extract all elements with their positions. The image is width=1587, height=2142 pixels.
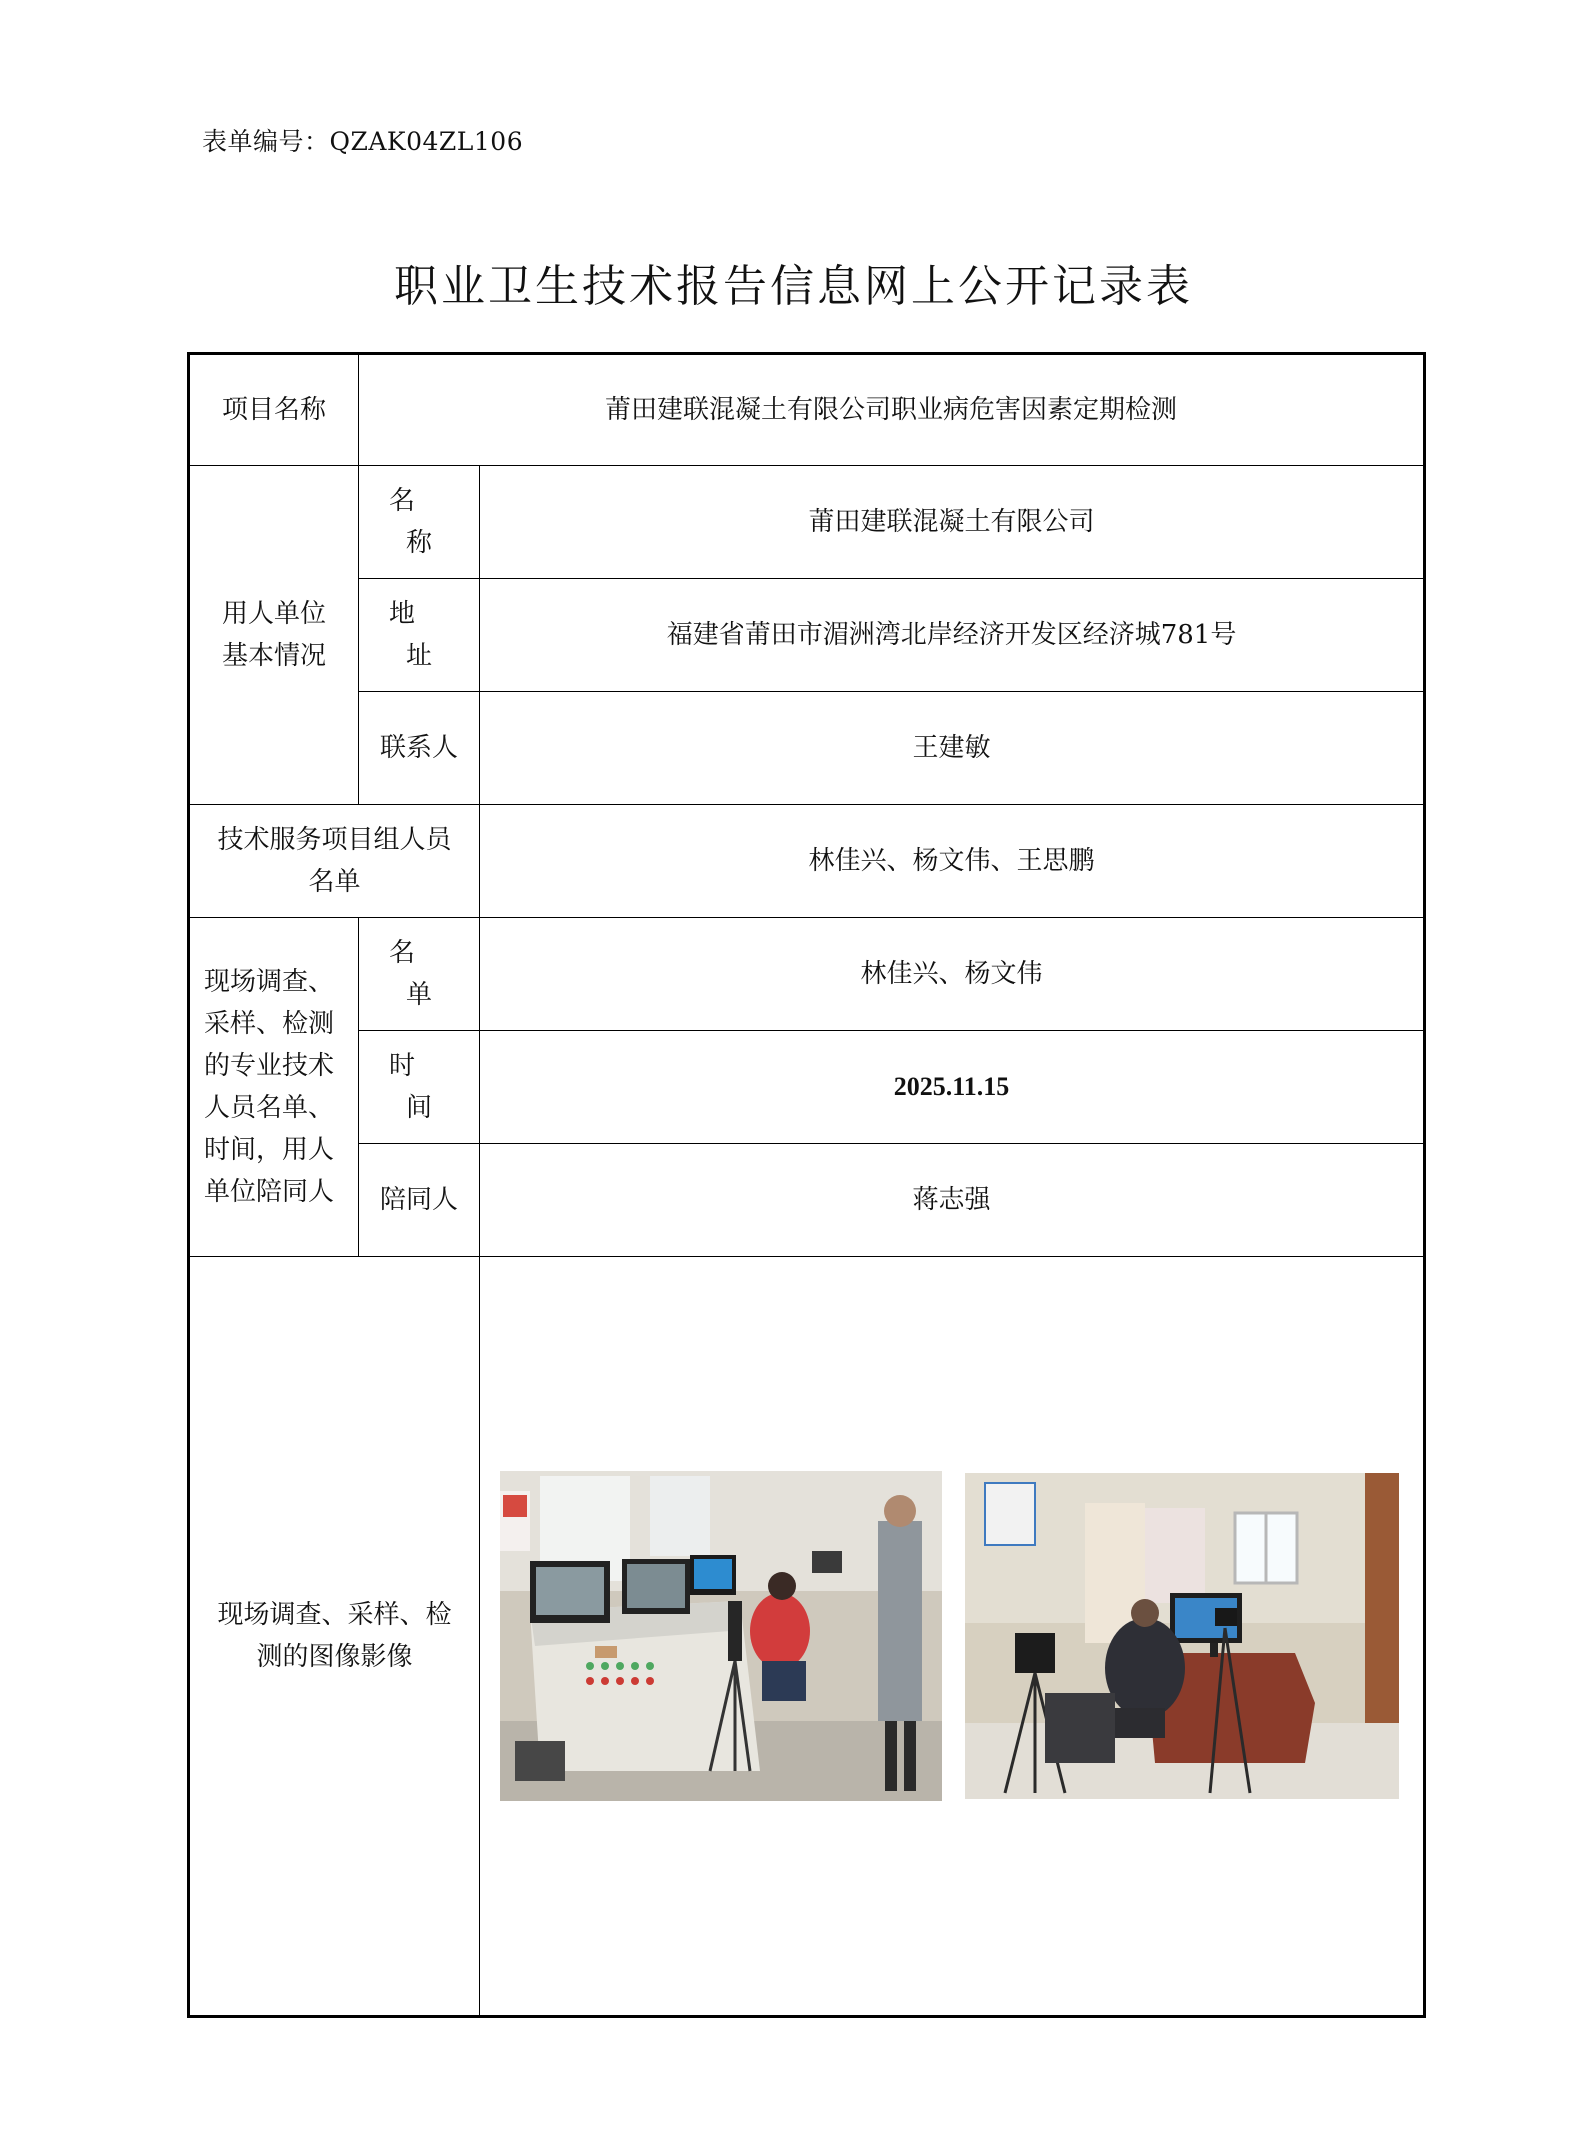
survey-names-label xyxy=(359,918,480,1031)
project-name-value: 莆田建联混凝土有限公司职业病危害因素定期检测 xyxy=(359,354,1425,466)
site-photo-office-image xyxy=(965,1473,1399,1799)
row-survey-time xyxy=(189,1031,1425,1144)
images-label-line: 现场调查、采样、检 xyxy=(217,1600,452,1630)
employer-name-label xyxy=(359,466,480,579)
survey-names-label-text: 名单 xyxy=(388,938,466,1010)
document-title: 职业卫生技术报告信息网上公开记录表 xyxy=(394,261,1193,312)
employer-address-value: 福建省莆田市湄洲湾北岸经济开发区经济城781号 xyxy=(480,579,1425,692)
survey-group-label xyxy=(189,918,359,1257)
employer-group-label-line: 基本情况 xyxy=(221,641,326,671)
survey-group-label-line: 时间，用人 xyxy=(204,1135,335,1165)
form-number: 表单编号：QZAK04ZL106 xyxy=(202,127,524,156)
employer-group-label xyxy=(189,466,359,805)
images-cell xyxy=(480,1257,1425,2017)
row-employer-name xyxy=(189,466,1425,579)
row-survey-escort xyxy=(189,1144,1425,1257)
survey-group-label-line: 单位陪同人 xyxy=(204,1177,335,1207)
row-employer-address xyxy=(189,579,1425,692)
survey-group-label-line: 的专业技术 xyxy=(204,1051,335,1081)
survey-group-label-line: 人员名单、 xyxy=(204,1093,335,1123)
row-project-name xyxy=(189,354,1425,466)
images-label xyxy=(189,1257,480,2017)
employer-address-label xyxy=(359,579,480,692)
images-label-line: 测的图像影像 xyxy=(256,1642,413,1672)
survey-time-label-text: 时间 xyxy=(388,1051,466,1123)
survey-names-value: 林佳兴、杨文伟 xyxy=(480,918,1425,1031)
site-photo-control-room xyxy=(500,1471,942,1801)
employer-contact-value: 王建敏 xyxy=(480,692,1425,805)
site-photo-office xyxy=(965,1473,1399,1799)
survey-time-value: 2025.11.15 xyxy=(480,1031,1425,1144)
survey-escort-label: 陪同人 xyxy=(359,1144,480,1257)
employer-contact-label: 联系人 xyxy=(359,692,480,805)
employer-group-label-line: 用人单位 xyxy=(221,599,326,629)
team-label-line: 技术服务项目组人员 xyxy=(217,825,452,855)
survey-escort-value: 蒋志强 xyxy=(480,1144,1425,1257)
team-label-line: 名单 xyxy=(308,867,361,897)
project-name-label: 项目名称 xyxy=(189,354,359,466)
row-team xyxy=(189,805,1425,918)
record-table xyxy=(187,352,1426,2018)
survey-group-label-line: 现场调查、 xyxy=(204,967,335,997)
survey-group-label-line: 采样、检测 xyxy=(204,1009,335,1039)
employer-address-label-text: 地址 xyxy=(388,599,466,671)
row-images xyxy=(189,1257,1425,2017)
team-label xyxy=(189,805,480,918)
employer-name-value: 莆田建联混凝土有限公司 xyxy=(480,466,1425,579)
employer-name-label-text: 名称 xyxy=(388,486,466,558)
row-employer-contact xyxy=(189,692,1425,805)
team-value: 林佳兴、杨文伟、王思鹏 xyxy=(480,805,1425,918)
site-photo-control-room-image xyxy=(500,1471,942,1801)
row-survey-names xyxy=(189,918,1425,1031)
survey-time-label xyxy=(359,1031,480,1144)
photo-group xyxy=(488,1471,1415,1801)
